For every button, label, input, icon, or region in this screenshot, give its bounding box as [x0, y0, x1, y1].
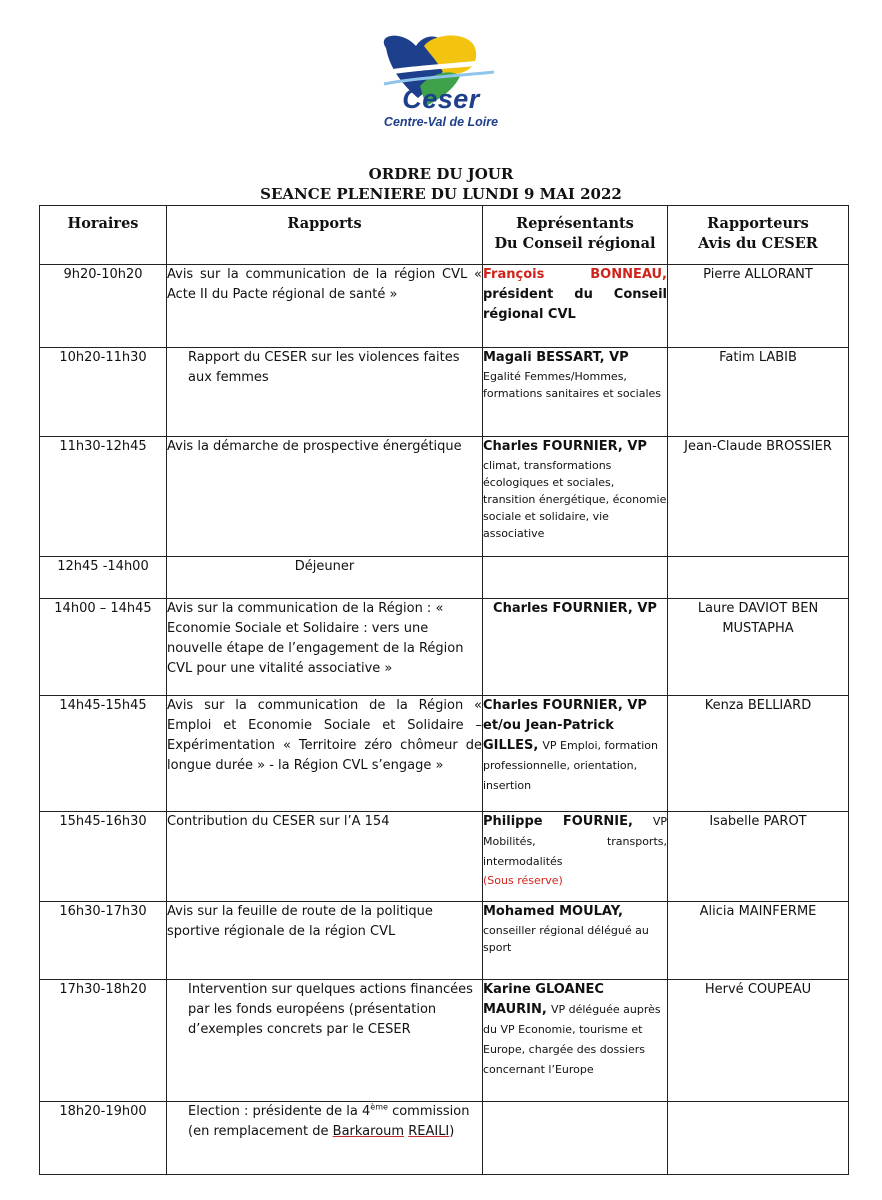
report-cell: Avis la démarche de prospective énergétique: [167, 437, 483, 557]
rapporteur-cell: Pierre ALLORANT: [668, 265, 849, 348]
table-row: [40, 437, 849, 557]
report-cell: Rapport du CESER sur les violences faites aux femmes: [167, 348, 483, 437]
table-row: [40, 599, 849, 696]
logo-wordmark: [381, 84, 501, 130]
representative-cell: François BONNEAU, président du Conseil régional CVL: [483, 265, 668, 348]
table-row: [40, 348, 849, 437]
logo-subtitle: Centre-Val de Loire: [383, 115, 499, 129]
rapporteur-cell: Fatim LABIB: [668, 348, 849, 437]
time-cell: 11h30-12h45: [40, 437, 167, 557]
report-cell: Avis sur la communication de la Région « Emploi et Economie Sociale et Solidaire – Expérimentation « Territoire zéro chômeur de longue durée » - la Région CVL s’engage »: [167, 696, 483, 812]
report-cell: Avis sur la feuille de route de la politique sportive régionale de la région CVL: [167, 902, 483, 980]
representative-cell: Magali BESSART, VP Egalité Femmes/Hommes, formations sanitaires et sociales: [483, 348, 668, 437]
table-row: [40, 902, 849, 980]
rapporteur-cell: Hervé COUPEAU: [668, 980, 849, 1102]
table-row: [40, 812, 849, 902]
time-cell: 14h00 – 14h45: [40, 599, 167, 696]
table-header-row: [40, 206, 849, 265]
time-cell: 18h20-19h00: [40, 1102, 167, 1175]
representative-cell: Mohamed MOULAY, conseiller régional délégué au sport: [483, 902, 668, 980]
time-cell: 10h20-11h30: [40, 348, 167, 437]
time-cell: 9h20-10h20: [40, 265, 167, 348]
time-cell: 17h30-18h20: [40, 980, 167, 1102]
table-row: [40, 265, 849, 348]
representative-cell: Philippe FOURNIE, VP Mobilités, transports, intermodalités (Sous réserve): [483, 812, 668, 902]
header-representants: Représentants Du Conseil régional: [483, 206, 668, 265]
page-title: ORDRE DU JOUR: [368, 165, 514, 183]
rapporteur-cell: Laure DAVIOT BEN MUSTAPHA: [668, 599, 849, 696]
header-rapporteurs: Rapporteurs Avis du CESER: [668, 206, 849, 265]
rapporteur-cell: Alicia MAINFERME: [668, 902, 849, 980]
report-cell: Contribution du CESER sur l’A 154: [167, 812, 483, 902]
table-row: [40, 696, 849, 812]
report-cell: Election : présidente de la 4ème commission (en remplacement de Barkaroum REAILI): [167, 1102, 483, 1175]
logo-name: Ceser: [402, 84, 480, 114]
time-cell: 14h45-15h45: [40, 696, 167, 812]
header-horaires: Horaires: [40, 206, 167, 265]
representative-cell: [483, 557, 668, 599]
rapporteur-cell: Kenza BELLIARD: [668, 696, 849, 812]
report-cell: Déjeuner: [167, 557, 483, 599]
rapporteur-cell: Jean-Claude BROSSIER: [668, 437, 849, 557]
rapporteur-cell: [668, 557, 849, 599]
header-rapports: Rapports: [167, 206, 483, 265]
time-cell: 16h30-17h30: [40, 902, 167, 980]
conditional-note: (Sous réserve): [483, 874, 563, 887]
representative-cell: [483, 1102, 668, 1175]
table-row: [40, 557, 849, 599]
representative-cell: Charles FOURNIER, VP climat, transformations écologiques et sociales, transition énergétique, économie sociale et solidaire, vie associative: [483, 437, 668, 557]
page-subtitle: SEANCE PLENIERE DU LUNDI 9 MAI 2022: [260, 185, 622, 203]
representative-cell: Charles FOURNIER, VP et/ou Jean-Patrick GILLES, VP Emploi, formation professionnelle, orientation, insertion: [483, 696, 668, 812]
table-row: [40, 1102, 849, 1175]
time-cell: 15h45-16h30: [40, 812, 167, 902]
time-cell: 12h45 -14h00: [40, 557, 167, 599]
report-cell: Avis sur la communication de la région CVL « Acte II du Pacte régional de santé »: [167, 265, 483, 348]
rapporteur-cell: Isabelle PAROT: [668, 812, 849, 902]
table-row: [40, 980, 849, 1102]
agenda-table: [39, 205, 849, 1175]
rapporteur-cell: [668, 1102, 849, 1175]
representative-cell: Charles FOURNIER, VP: [483, 599, 668, 696]
report-cell: Avis sur la communication de la Région : « Economie Sociale et Solidaire : vers une nouvelle étape de l’engagement de la Région CVL pour une vitalité associative »: [167, 599, 483, 696]
report-cell: Intervention sur quelques actions financées par les fonds européens (présentation d’exemples concrets par le CESER: [167, 980, 483, 1102]
representative-cell: Karine GLOANEC MAURIN, VP déléguée auprès du VP Economie, tourisme et Europe, chargée des dossiers concernant l’Europe: [483, 980, 668, 1102]
